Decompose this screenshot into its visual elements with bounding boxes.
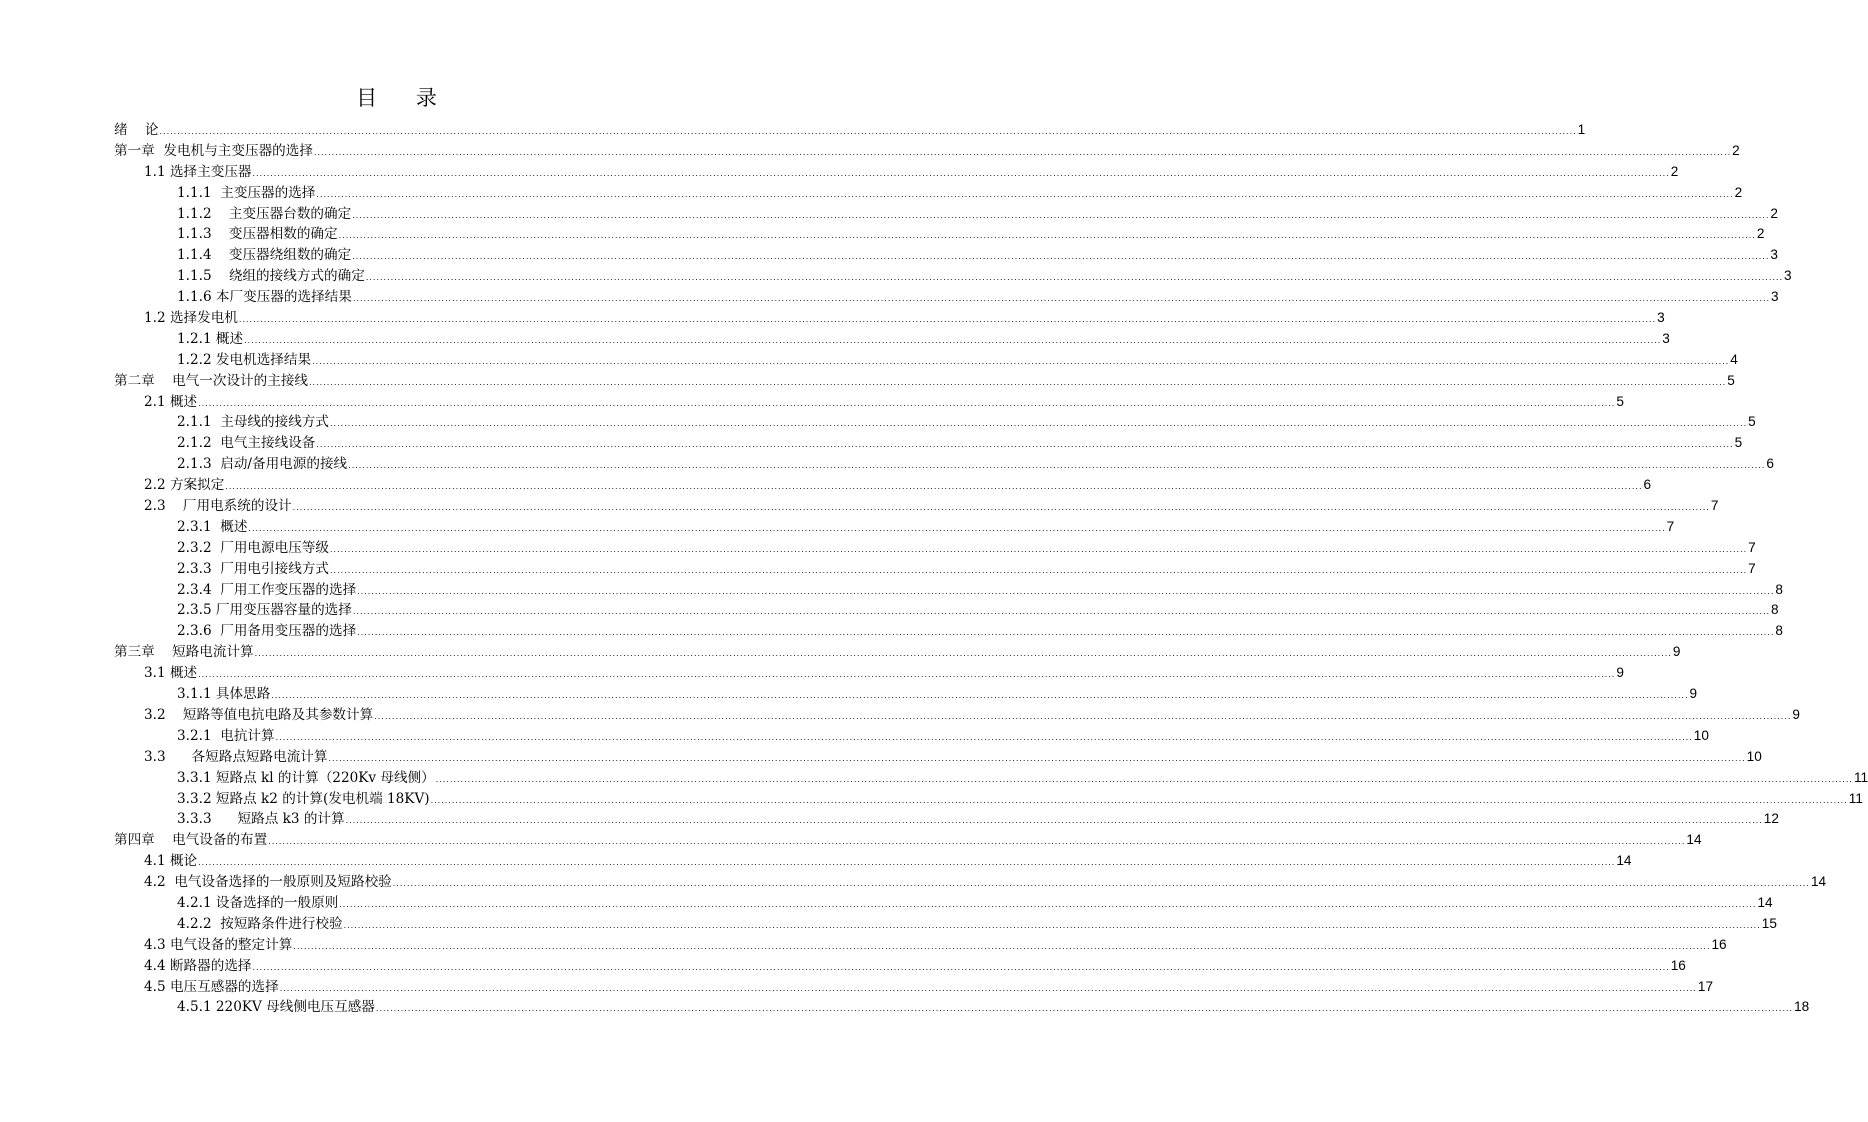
- toc-entry-page-number: 14: [1686, 832, 1702, 848]
- toc-entry-label: 3.1.1 具体思路: [177, 686, 271, 703]
- dot-leader: ................................................................................................................................................................................................................................................................................................................................................................................................................: [275, 732, 1693, 742]
- dot-leader: ................................................................................................................................................................................................................................................................................................................................................................................................................: [248, 523, 1666, 533]
- toc-entry-page-number: 2: [1770, 205, 1778, 221]
- toc-entry-label: 2.1.1 主母线的接线方式: [177, 414, 329, 431]
- dot-leader: ................................................................................................................................................................................................................................................................................................................................................................................................................: [352, 607, 1771, 617]
- dot-leader: ................................................................................................................................................................................................................................................................................................................................................................................................................: [159, 127, 1577, 136]
- toc-entry-label: 2.3.4 厂用工作变压器的选择: [177, 581, 357, 598]
- toc-entry-page-number: 16: [1711, 936, 1727, 952]
- dot-leader: ................................................................................................................................................................................................................................................................................................................................................................................................................: [435, 774, 1853, 784]
- toc-entry-page-number: 6: [1643, 477, 1652, 493]
- dot-leader: ................................................................................................................................................................................................................................................................................................................................................................................................................: [271, 691, 1689, 701]
- toc-entry[interactable]: [114, 348, 1738, 369]
- dot-leader: ................................................................................................................................................................................................................................................................................................................................................................................................................: [374, 711, 1792, 721]
- toc-entry-page-number: 3: [1657, 310, 1665, 326]
- toc-entry[interactable]: [114, 452, 1774, 473]
- dot-leader: ................................................................................................................................................................................................................................................................................................................................................................................................................: [430, 795, 1848, 805]
- dot-leader: ................................................................................................................................................................................................................................................................................................................................................................................................................: [198, 398, 1616, 408]
- toc-entry-label: 2.1.3 启动/备用电源的接线: [177, 456, 348, 473]
- toc-entry-page-number: 14: [1757, 894, 1773, 910]
- toc-entry-label: 3.2.1 电抗计算: [177, 727, 275, 744]
- dot-leader: ................................................................................................................................................................................................................................................................................................................................................................................................................: [352, 252, 1770, 262]
- dot-leader: ................................................................................................................................................................................................................................................................................................................................................................................................................: [375, 1004, 1794, 1014]
- toc-entry[interactable]: [114, 787, 1863, 808]
- dot-leader: ................................................................................................................................................................................................................................................................................................................................................................................................................: [198, 670, 1616, 680]
- toc-entry-page-number: 3: [1771, 289, 1779, 305]
- toc-entry[interactable]: [114, 807, 1779, 828]
- toc-entry[interactable]: [114, 202, 1778, 223]
- toc-entry[interactable]: [114, 766, 1868, 787]
- toc-entry[interactable]: [114, 849, 1632, 870]
- toc-entry-page-number: 9: [1792, 706, 1800, 722]
- toc-entry[interactable]: [114, 515, 1675, 536]
- toc-entry-label: 4.4 断路器的选择: [144, 957, 252, 974]
- toc-entry-page-number: 7: [1666, 518, 1675, 534]
- dot-leader: ................................................................................................................................................................................................................................................................................................................................................................................................................: [352, 210, 1770, 220]
- toc-entry-page-number: 11: [1853, 769, 1868, 785]
- dot-leader: ................................................................................................................................................................................................................................................................................................................................................................................................................: [313, 147, 1732, 157]
- toc-entry-page-number: 16: [1670, 957, 1686, 973]
- toc-entry[interactable]: [114, 933, 1727, 954]
- toc-entry-label: 2.3.5 厂用变压器容量的选择: [177, 602, 352, 619]
- toc-entry-label: 4.1 概论: [144, 853, 198, 870]
- toc-entry-label: 1.1.3 变压器相数的确定: [177, 226, 338, 243]
- dot-leader: ................................................................................................................................................................................................................................................................................................................................................................................................................: [329, 565, 1748, 575]
- dot-leader: ................................................................................................................................................................................................................................................................................................................................................................................................................: [339, 899, 1757, 909]
- toc-entry-page-number: 8: [1775, 581, 1783, 597]
- toc-entry-page-number: 18: [1794, 999, 1810, 1015]
- toc-entry-page-number: 2: [1732, 142, 1740, 158]
- toc-entry[interactable]: [114, 536, 1756, 557]
- dot-leader: ................................................................................................................................................................................................................................................................................................................................................................................................................: [252, 168, 1670, 178]
- toc-entry-page-number: 5: [1748, 414, 1756, 430]
- dot-leader: ................................................................................................................................................................................................................................................................................................................................................................................................................: [268, 837, 1686, 847]
- toc-entry-page-number: 14: [1810, 874, 1827, 890]
- toc-entry-label: 1.1.1 主变压器的选择: [177, 184, 316, 201]
- toc-entry[interactable]: [114, 306, 1665, 327]
- toc-entry[interactable]: [114, 724, 1709, 745]
- dot-leader: ................................................................................................................................................................................................................................................................................................................................................................................................................: [198, 858, 1616, 868]
- toc-entry-page-number: 5: [1616, 393, 1624, 409]
- toc-entry[interactable]: [114, 390, 1624, 411]
- toc-entry-label: 2.1 概述: [144, 393, 198, 410]
- dot-leader: ................................................................................................................................................................................................................................................................................................................................................................................................................: [316, 440, 1734, 450]
- toc-entry-label: 4.2.1 设备选择的一般原则: [177, 894, 339, 911]
- toc-entry[interactable]: [114, 431, 1743, 452]
- dot-leader: ................................................................................................................................................................................................................................................................................................................................................................................................................: [238, 315, 1657, 325]
- toc-entry-page-number: 4: [1730, 351, 1738, 367]
- toc-entry[interactable]: [114, 264, 1792, 285]
- dot-leader: ................................................................................................................................................................................................................................................................................................................................................................................................................: [309, 377, 1727, 387]
- toc-entry-label: 4.5 电压互感器的选择: [144, 978, 279, 995]
- toc-entry[interactable]: [114, 745, 1762, 766]
- toc-entry-label: 2.1.2 电气主接线设备: [177, 435, 316, 452]
- toc-entry-label: 3.2 短路等值电抗电路及其参数计算: [144, 706, 374, 723]
- dot-leader: ................................................................................................................................................................................................................................................................................................................................................................................................................: [244, 335, 1662, 345]
- toc-entry-page-number: 9: [1672, 644, 1681, 660]
- dot-leader: ................................................................................................................................................................................................................................................................................................................................................................................................................: [225, 482, 1643, 492]
- toc-entry[interactable]: [114, 285, 1779, 306]
- toc-entry[interactable]: [114, 703, 1800, 724]
- dot-leader: ................................................................................................................................................................................................................................................................................................................................................................................................................: [392, 879, 1810, 889]
- toc-entry-label: 第三章 短路电流计算: [114, 644, 254, 661]
- toc-entry[interactable]: [114, 327, 1670, 348]
- toc-entry[interactable]: [114, 139, 1740, 160]
- toc-entry-label: 4.3 电气设备的整定计算: [144, 936, 293, 953]
- toc-entry[interactable]: [114, 473, 1652, 494]
- toc-entry-label: 2.3.2 厂用电源电压等级: [177, 539, 329, 556]
- toc-entry[interactable]: [114, 954, 1686, 975]
- dot-leader: ................................................................................................................................................................................................................................................................................................................................................................................................................: [348, 461, 1766, 471]
- toc-entry-page-number: 14: [1616, 853, 1632, 869]
- toc-entry-label: 1.1.5 绕组的接线方式的确定: [177, 268, 365, 285]
- toc-title: 目 录: [356, 86, 453, 110]
- toc-entry-page-number: 2: [1756, 226, 1765, 242]
- toc-entry[interactable]: [114, 995, 1810, 1016]
- toc-entry-label: 2.3 厂用电系统的设计: [144, 498, 292, 515]
- toc-entry-page-number: 3: [1770, 247, 1778, 263]
- toc-entry-label: 1.1.4 变压器绕组数的确定: [177, 247, 352, 264]
- dot-leader: ................................................................................................................................................................................................................................................................................................................................................................................................................: [293, 941, 1711, 951]
- toc-entry-label: 2.3.3 厂用电引接线方式: [177, 560, 329, 577]
- toc-entry-label: 2.2 方案拟定: [144, 477, 225, 494]
- toc-entry[interactable]: [114, 891, 1773, 912]
- toc-entry-page-number: 3: [1662, 330, 1670, 346]
- toc-entry-page-number: 8: [1775, 623, 1783, 639]
- toc-entry-label: 第一章 发电机与主变压器的选择: [114, 142, 313, 159]
- toc-entry[interactable]: [114, 619, 1783, 640]
- toc-entry-label: 1.1 选择主变压器: [144, 163, 252, 180]
- toc-entry-page-number: 7: [1748, 539, 1756, 555]
- dot-leader: ................................................................................................................................................................................................................................................................................................................................................................................................................: [252, 962, 1670, 972]
- dot-leader: ................................................................................................................................................................................................................................................................................................................................................................................................................: [343, 920, 1761, 930]
- toc-entry[interactable]: [114, 975, 1714, 996]
- toc-entry-label: 绪 论: [114, 122, 159, 138]
- table-of-contents: [114, 118, 1868, 1016]
- dot-leader: ................................................................................................................................................................................................................................................................................................................................................................................................................: [338, 231, 1756, 241]
- dot-leader: ................................................................................................................................................................................................................................................................................................................................................................................................................: [329, 544, 1748, 554]
- toc-entry-label: 第二章 电气一次设计的主接线: [114, 372, 309, 389]
- toc-entry-page-number: 9: [1689, 686, 1698, 702]
- toc-entry-label: 2.3.1 概述: [177, 518, 248, 535]
- dot-leader: ................................................................................................................................................................................................................................................................................................................................................................................................................: [279, 983, 1697, 993]
- toc-entry-label: 1.2.2 发电机选择结果: [177, 351, 312, 368]
- toc-entry[interactable]: [114, 494, 1719, 515]
- toc-entry-page-number: 10: [1746, 748, 1762, 764]
- toc-entry[interactable]: [114, 870, 1827, 891]
- toc-entry[interactable]: [114, 682, 1698, 703]
- toc-entry[interactable]: [114, 640, 1681, 661]
- toc-entry-page-number: 15: [1761, 915, 1777, 931]
- toc-entry-page-number: 12: [1763, 811, 1779, 827]
- dot-leader: ................................................................................................................................................................................................................................................................................................................................................................................................................: [292, 503, 1710, 513]
- toc-entry-page-number: 7: [1710, 498, 1719, 514]
- dot-leader: ................................................................................................................................................................................................................................................................................................................................................................................................................: [352, 294, 1771, 304]
- toc-entry-label: 4.2 电气设备选择的一般原则及短路校验: [144, 874, 392, 891]
- dot-leader: ................................................................................................................................................................................................................................................................................................................................................................................................................: [312, 356, 1730, 366]
- toc-entry-page-number: 9: [1616, 665, 1624, 681]
- dot-leader: ................................................................................................................................................................................................................................................................................................................................................................................................................: [345, 816, 1763, 826]
- toc-entry-label: 2.3.6 厂用备用变压器的选择: [177, 623, 357, 640]
- dot-leader: ................................................................................................................................................................................................................................................................................................................................................................................................................: [357, 586, 1775, 596]
- toc-entry[interactable]: [114, 598, 1779, 619]
- toc-entry[interactable]: [114, 181, 1743, 202]
- toc-entry-label: 第四章 电气设备的布置: [114, 832, 268, 849]
- toc-entry[interactable]: [114, 160, 1679, 181]
- toc-entry-page-number: 2: [1734, 184, 1743, 200]
- toc-entry-page-number: 8: [1771, 602, 1779, 618]
- toc-entry-page-number: 10: [1693, 727, 1709, 743]
- toc-entry-label: 1.1.2 主变压器台数的确定: [177, 205, 352, 222]
- dot-leader: ................................................................................................................................................................................................................................................................................................................................................................................................................: [365, 273, 1783, 283]
- toc-entry[interactable]: [114, 410, 1756, 431]
- toc-entry-label: 3.3.3 短路点 k3 的计算: [177, 811, 345, 828]
- dot-leader: ................................................................................................................................................................................................................................................................................................................................................................................................................: [357, 628, 1775, 638]
- toc-entry[interactable]: [114, 912, 1777, 933]
- toc-entry-page-number: 2: [1670, 163, 1679, 179]
- toc-entry-label: 1.1.6 本厂变压器的选择结果: [177, 289, 352, 306]
- toc-entry-page-number: 1: [1577, 122, 1586, 137]
- dot-leader: ................................................................................................................................................................................................................................................................................................................................................................................................................: [316, 189, 1734, 199]
- toc-entry-page-number: 3: [1784, 268, 1792, 284]
- toc-entry-label: 1.2 选择发电机: [144, 310, 238, 327]
- dot-leader: ................................................................................................................................................................................................................................................................................................................................................................................................................: [254, 649, 1672, 659]
- toc-entry-page-number: 5: [1727, 372, 1735, 388]
- toc-entry-page-number: 6: [1766, 456, 1774, 472]
- toc-entry[interactable]: [114, 578, 1783, 599]
- toc-entry-page-number: 17: [1697, 978, 1714, 994]
- toc-entry[interactable]: [114, 369, 1735, 390]
- toc-entry-page-number: 5: [1734, 435, 1743, 451]
- toc-entry-page-number: 11: [1848, 790, 1863, 806]
- toc-entry[interactable]: [114, 118, 1586, 139]
- toc-entry-label: 3.3.1 短路点 kl 的计算（220Kv 母线侧）: [177, 769, 435, 786]
- toc-entry[interactable]: [114, 243, 1778, 264]
- toc-entry-label: 4.5.1 220KV 母线侧电压互感器: [177, 999, 375, 1016]
- toc-entry-page-number: 7: [1748, 560, 1756, 576]
- toc-entry[interactable]: [114, 661, 1624, 682]
- toc-entry[interactable]: [114, 222, 1765, 243]
- toc-entry-label: 1.2.1 概述: [177, 330, 244, 347]
- toc-entry[interactable]: [114, 828, 1702, 849]
- toc-entry-label: 3.3.2 短路点 k2 的计算(发电机端 18KV): [177, 790, 430, 807]
- toc-entry-label: 4.2.2 按短路条件进行校验: [177, 915, 343, 932]
- toc-entry-label: 3.1 概述: [144, 665, 198, 682]
- dot-leader: ................................................................................................................................................................................................................................................................................................................................................................................................................: [328, 753, 1746, 763]
- toc-entry[interactable]: [114, 557, 1756, 578]
- toc-entry-label: 3.3 各短路点短路电流计算: [144, 748, 328, 765]
- dot-leader: ................................................................................................................................................................................................................................................................................................................................................................................................................: [329, 419, 1748, 429]
